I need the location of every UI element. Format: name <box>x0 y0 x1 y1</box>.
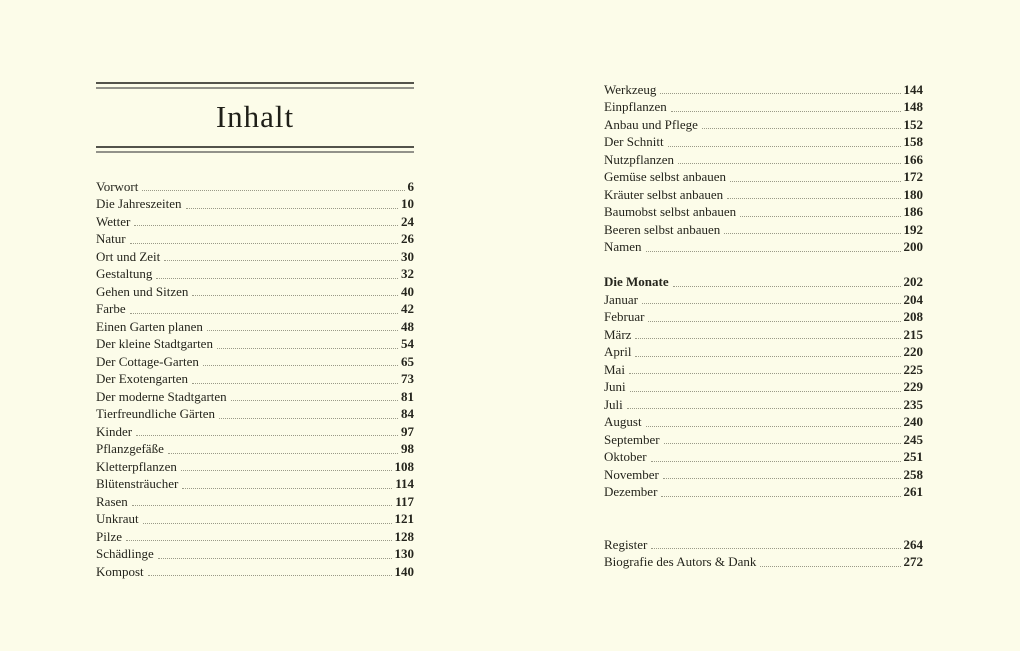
toc-page-number: 215 <box>903 326 923 342</box>
toc-page-number: 225 <box>903 361 923 377</box>
toc-entry-label: Anbau und Pflege <box>604 116 698 132</box>
toc-page-number: 144 <box>903 81 923 97</box>
toc-entry <box>96 370 414 388</box>
toc-entry <box>604 80 923 98</box>
toc-dotted-leader <box>126 540 392 541</box>
toc-entry <box>604 98 923 116</box>
toc-column-left <box>96 0 414 580</box>
toc-entry-label: Biografie des Autors & Dank <box>604 554 757 569</box>
toc-entry-label: Kompost <box>96 563 144 579</box>
toc-dotted-leader <box>219 418 398 419</box>
toc-dotted-leader <box>664 443 901 444</box>
toc-entry <box>604 343 923 361</box>
toc-entry-label: Tierfreundliche Gärten <box>96 406 216 421</box>
toc-dotted-leader <box>142 190 404 191</box>
toc-entry <box>604 360 923 378</box>
toc-page-number: 166 <box>903 151 923 167</box>
toc-page-number: 200 <box>903 239 923 254</box>
toc-entry-label: Kinder <box>96 423 133 439</box>
toc-entry <box>604 308 923 326</box>
toc-entry <box>96 230 414 248</box>
toc-entry-label: Wetter <box>96 213 131 229</box>
toc-column-right <box>604 0 923 570</box>
toc-entry <box>96 510 414 528</box>
toc-dotted-leader <box>192 295 398 296</box>
toc-dotted-leader <box>134 225 398 226</box>
toc-entry-label: Kräuter selbst anbauen <box>604 186 724 202</box>
toc-entry <box>96 527 414 545</box>
toc-entry <box>96 440 414 458</box>
toc-entry-label: Oktober <box>604 449 647 464</box>
toc-entry-label: Werkzeug <box>604 81 657 97</box>
toc-entry-label: April <box>604 344 632 359</box>
toc-entry-label: Blütensträucher <box>96 476 179 491</box>
toc-entry-label: Juli <box>604 396 623 412</box>
toc-dotted-leader <box>646 426 901 427</box>
toc-entry-label: Register <box>604 536 648 552</box>
toc-entry <box>96 212 414 230</box>
toc-dotted-leader <box>635 356 900 357</box>
toc-page-number: 81 <box>401 388 414 404</box>
toc-page-number: 240 <box>903 414 923 429</box>
toc-page-number: 121 <box>394 511 414 526</box>
toc-page-number: 208 <box>903 309 923 324</box>
toc-dotted-leader <box>724 233 900 234</box>
toc-entry <box>96 282 414 300</box>
toc-entry-label: Ort und Zeit <box>96 248 161 264</box>
toc-page-number: 117 <box>395 493 414 509</box>
toc-page-number: 245 <box>903 431 923 447</box>
toc-dotted-leader <box>673 286 901 287</box>
toc-entry <box>604 448 923 466</box>
toc-dotted-leader <box>136 435 398 436</box>
toc-page-number: 114 <box>395 476 414 491</box>
toc-entry <box>604 290 923 308</box>
toc-entry <box>96 492 414 510</box>
toc-page-number: 261 <box>903 484 923 499</box>
toc-entry-label: Januar <box>604 291 638 307</box>
toc-page-number: 148 <box>903 99 923 114</box>
toc-spacer <box>604 255 923 273</box>
toc-dotted-leader <box>740 216 900 217</box>
toc-entry <box>604 115 923 133</box>
toc-page-number: 40 <box>401 283 414 299</box>
toc-entry <box>604 430 923 448</box>
toc-dotted-leader <box>646 251 901 252</box>
toc-dotted-leader <box>629 373 901 374</box>
toc-entry <box>604 273 923 291</box>
toc-page-number: 97 <box>401 423 414 439</box>
toc-page-number: 24 <box>401 213 414 229</box>
toc-page-number: 10 <box>401 196 414 211</box>
toc-entry <box>96 457 414 475</box>
toc-page-number: 152 <box>903 116 923 132</box>
toc-dotted-leader <box>203 365 398 366</box>
toc-header <box>96 82 414 153</box>
toc-entry <box>604 395 923 413</box>
toc-entry <box>96 317 414 335</box>
toc-page-number: 258 <box>903 466 923 482</box>
toc-dotted-leader <box>678 163 900 164</box>
toc-page-number: 30 <box>401 248 414 264</box>
toc-entry-label: Pflanzgefäße <box>96 441 164 456</box>
toc-dotted-leader <box>192 383 398 384</box>
toc-page-number: 32 <box>401 266 414 281</box>
toc-dotted-leader <box>217 348 398 349</box>
toc-spacer <box>604 518 923 536</box>
toc-entry <box>96 352 414 370</box>
toc-dotted-leader <box>186 208 398 209</box>
toc-entry <box>96 405 414 423</box>
toc-dotted-leader <box>231 400 398 401</box>
toc-list-right <box>604 80 923 570</box>
toc-entry-label: November <box>604 466 659 482</box>
toc-page-number: 202 <box>903 274 923 289</box>
toc-page-number: 98 <box>401 441 414 456</box>
toc-dotted-leader <box>651 548 900 549</box>
toc-page-number: 42 <box>401 301 414 316</box>
toc-dotted-leader <box>671 111 901 112</box>
toc-page-number: 84 <box>401 406 414 421</box>
toc-entry-label: Einen Garten planen <box>96 318 203 334</box>
toc-dotted-leader <box>158 558 392 559</box>
toc-page-number: 73 <box>401 371 414 386</box>
toc-dotted-leader <box>668 146 901 147</box>
toc-dotted-leader <box>727 198 900 199</box>
toc-entry-label: Die Monate <box>604 274 669 289</box>
toc-page-number: 192 <box>903 221 923 237</box>
toc-page-number: 65 <box>401 353 414 369</box>
toc-entry-label: März <box>604 326 632 342</box>
toc-entry-label: Einpflanzen <box>604 99 667 114</box>
toc-entry-label: Februar <box>604 309 645 324</box>
toc-entry <box>96 265 414 283</box>
toc-entry-label: Rasen <box>96 493 128 509</box>
toc-entry <box>96 335 414 353</box>
toc-dotted-leader <box>164 260 398 261</box>
toc-entry-label: Juni <box>604 379 626 394</box>
toc-dotted-leader <box>660 93 900 94</box>
toc-entry-label: Der Cottage-Garten <box>96 353 199 369</box>
toc-entry <box>96 562 414 580</box>
toc-entry-label: Baumobst selbst anbauen <box>604 204 737 219</box>
toc-dotted-leader <box>702 128 901 129</box>
toc-dotted-leader <box>651 461 901 462</box>
toc-entry <box>604 378 923 396</box>
toc-dotted-leader <box>130 313 398 314</box>
toc-dotted-leader <box>635 338 900 339</box>
toc-entry-label: Schädlinge <box>96 546 154 561</box>
toc-page-number: 6 <box>407 178 414 194</box>
toc-entry-label: Natur <box>96 231 126 246</box>
toc-entry <box>604 220 923 238</box>
toc-page-number: 26 <box>401 231 414 246</box>
toc-entry-label: Gemüse selbst anbauen <box>604 169 727 184</box>
toc-entry-label: Kletterpflanzen <box>96 458 177 474</box>
toc-entry-label: September <box>604 431 660 447</box>
toc-entry <box>604 325 923 343</box>
toc-entry <box>604 203 923 221</box>
toc-page-number: 130 <box>394 546 414 561</box>
toc-entry <box>96 177 414 195</box>
toc-dotted-leader <box>627 408 901 409</box>
toc-entry-label: August <box>604 414 642 429</box>
toc-entry <box>96 247 414 265</box>
toc-entry-label: Die Jahreszeiten <box>96 196 182 211</box>
toc-dotted-leader <box>663 478 901 479</box>
toc-entry <box>604 168 923 186</box>
toc-entry-label: Dezember <box>604 484 658 499</box>
toc-page-number: 108 <box>394 458 414 474</box>
toc-dotted-leader <box>207 330 398 331</box>
toc-entry <box>96 475 414 493</box>
toc-entry-label: Beeren selbst anbauen <box>604 221 721 237</box>
toc-entry <box>96 195 414 213</box>
toc-page-number: 128 <box>394 528 414 544</box>
toc-entry-label: Vorwort <box>96 178 139 194</box>
toc-dotted-leader <box>661 496 900 497</box>
toc-entry-label: Der Exotengarten <box>96 371 189 386</box>
toc-entry <box>96 422 414 440</box>
toc-dotted-leader <box>648 321 900 322</box>
toc-entry-label: Farbe <box>96 301 126 316</box>
toc-page-number: 180 <box>903 186 923 202</box>
toc-entry-label: Nutzpflanzen <box>604 151 675 167</box>
toc-dotted-leader <box>156 278 398 279</box>
page-title: Inhalt <box>215 99 295 134</box>
toc-page-number: 204 <box>903 291 923 307</box>
toc-dotted-leader <box>630 391 901 392</box>
toc-entry-label: Der moderne Stadtgarten <box>96 388 227 404</box>
header-rule-top <box>96 82 414 89</box>
header-rule-bottom <box>96 146 414 153</box>
toc-dotted-leader <box>730 181 900 182</box>
toc-entry <box>96 545 414 563</box>
toc-page-number: 251 <box>903 449 923 464</box>
toc-entry-label: Mai <box>604 361 625 377</box>
toc-entry <box>604 238 923 256</box>
toc-page-number: 186 <box>903 204 923 219</box>
toc-dotted-leader <box>642 303 901 304</box>
toc-dotted-leader <box>143 523 392 524</box>
toc-dotted-leader <box>168 453 398 454</box>
toc-entry <box>604 465 923 483</box>
toc-entry <box>604 535 923 553</box>
toc-dotted-leader <box>760 566 900 567</box>
toc-page-number: 235 <box>903 396 923 412</box>
toc-entry <box>604 133 923 151</box>
toc-entry <box>604 553 923 571</box>
toc-dotted-leader <box>130 243 398 244</box>
toc-entry <box>96 300 414 318</box>
toc-page-number: 172 <box>903 169 923 184</box>
toc-entry <box>604 150 923 168</box>
toc-dotted-leader <box>132 505 392 506</box>
toc-page-number: 158 <box>903 134 923 149</box>
toc-list-left <box>96 177 414 580</box>
toc-entry <box>96 387 414 405</box>
toc-page-number: 220 <box>903 344 923 359</box>
toc-entry-label: Pilze <box>96 528 122 544</box>
toc-entry-label: Der kleine Stadtgarten <box>96 336 213 351</box>
toc-dotted-leader <box>182 488 392 489</box>
toc-entry-label: Unkraut <box>96 511 139 526</box>
toc-entry <box>604 483 923 501</box>
toc-entry <box>604 185 923 203</box>
toc-dotted-leader <box>148 575 392 576</box>
toc-page-number: 264 <box>903 536 923 552</box>
toc-entry-label: Der Schnitt <box>604 134 664 149</box>
toc-entry-label: Gestaltung <box>96 266 153 281</box>
toc-page-number: 48 <box>401 318 414 334</box>
toc-entry-label: Namen <box>604 239 642 254</box>
toc-page-number: 54 <box>401 336 414 351</box>
toc-dotted-leader <box>181 470 392 471</box>
toc-page-number: 272 <box>903 554 923 569</box>
toc-spacer <box>604 500 923 518</box>
toc-page-number: 229 <box>903 379 923 394</box>
toc-page-number: 140 <box>394 563 414 579</box>
toc-entry-label: Gehen und Sitzen <box>96 283 189 299</box>
toc-entry <box>604 413 923 431</box>
